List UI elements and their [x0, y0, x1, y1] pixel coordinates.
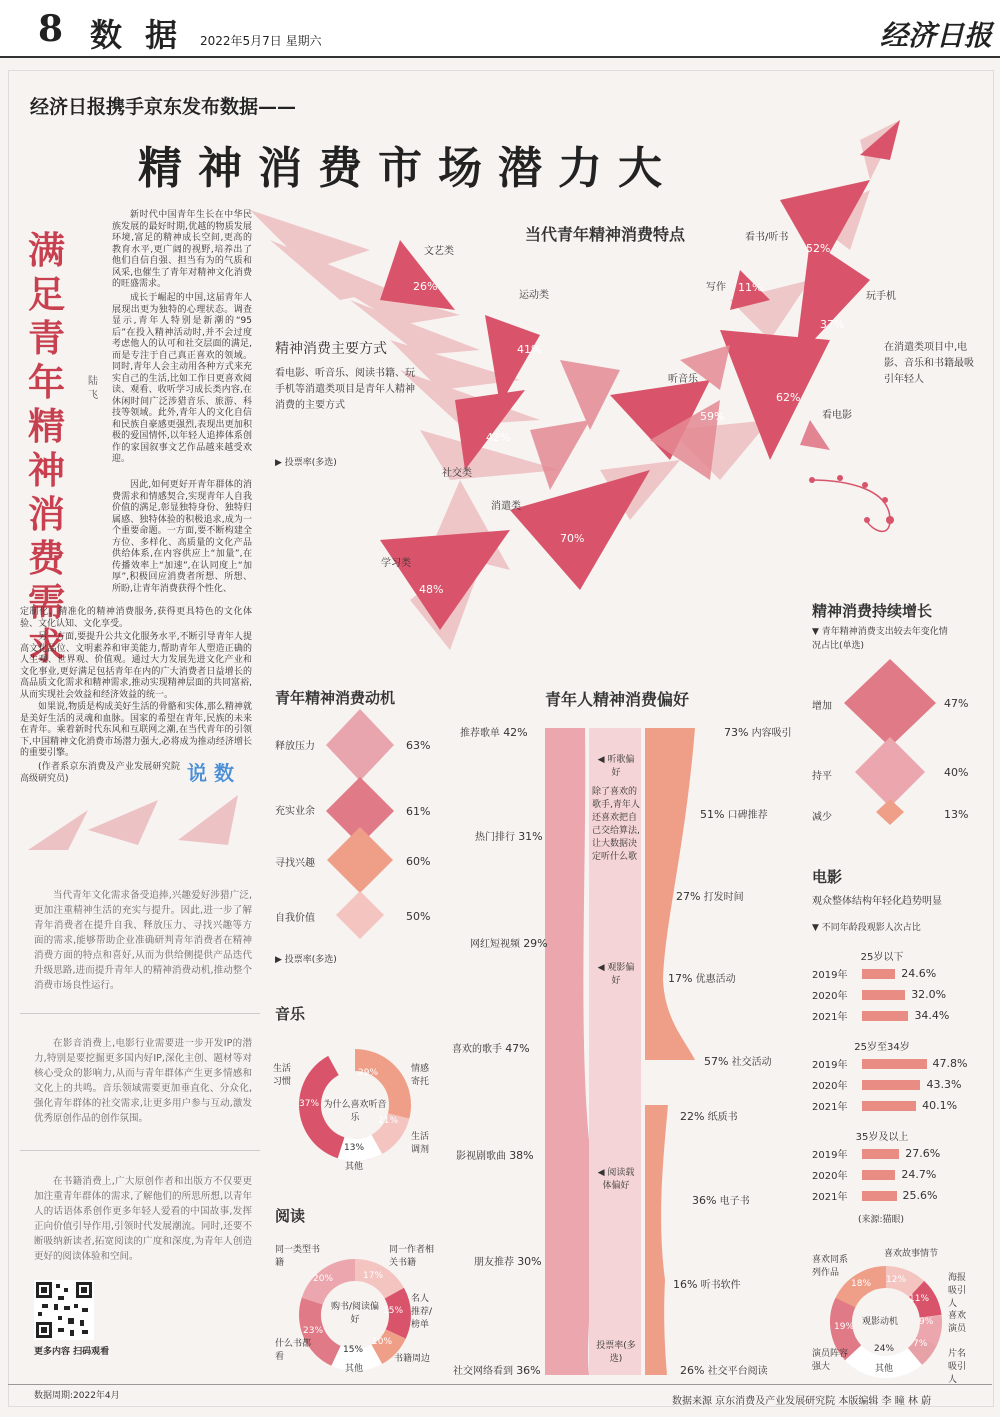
- article-byline: (作者系京东消费及产业发展研究院高级研究员): [20, 762, 180, 784]
- pref-left-label: 社交网络看到: [453, 1366, 513, 1377]
- pref-left-value: 38%: [509, 1149, 534, 1162]
- movie-motive-label: 海报吸引人: [948, 1273, 967, 1309]
- pref-right-label: 内容吸引: [751, 728, 792, 739]
- growth-value: 13%: [944, 808, 969, 821]
- pref-left-item: [475, 828, 543, 843]
- masthead: [0, 0, 1000, 58]
- music-center: 为什么喜欢听音乐: [323, 1100, 387, 1123]
- movie-year: 2020年: [812, 1081, 848, 1092]
- reading-label: 名人推荐/榜单: [411, 1294, 433, 1330]
- pref-left-item: [456, 1147, 534, 1162]
- reading-value: 15%: [343, 1345, 364, 1355]
- pref-right-item: [680, 1362, 768, 1377]
- reading-label: 同一类型书籍: [275, 1245, 321, 1268]
- feature-value: 41%: [517, 343, 542, 356]
- feature-label: 运动类: [519, 290, 549, 301]
- growth-value: 47%: [944, 697, 969, 710]
- growth-title: 精神消费持续增长: [812, 602, 933, 620]
- footer-credits: 数据来源 京东消费及产业发展研究院 本版编辑 李 瞳 林 蔚: [672, 1396, 932, 1407]
- pref-left-item: [470, 935, 548, 950]
- qr-caption: 更多内容 扫码观看: [34, 1347, 110, 1357]
- movie-value: 25.6%: [902, 1189, 938, 1202]
- movie-motive-value: 18%: [851, 1279, 872, 1289]
- headline: 精神消费市场潜力大: [138, 143, 678, 194]
- pref-right-item: [692, 1192, 750, 1207]
- feature-value: 59%: [700, 410, 725, 423]
- feature-label: 看书/听书: [745, 232, 789, 243]
- data-period: 数据周期:2022年4月: [34, 1391, 120, 1401]
- pref-left-label: 影视剧歌曲: [456, 1151, 506, 1162]
- music-label: 生活调剂: [411, 1132, 430, 1155]
- divider: [20, 1013, 260, 1014]
- motive-label: 自我价值: [275, 913, 315, 924]
- movie-bar: [862, 990, 905, 1000]
- pref-right-label: 社交平台阅读: [707, 1366, 768, 1377]
- movie-year: 2020年: [812, 1171, 848, 1182]
- pref-left-label: 热门排行: [475, 832, 515, 843]
- motive-title: 青年精神消费动机: [275, 689, 396, 707]
- pref-left-item: [453, 1362, 541, 1377]
- pref-left-value: 42%: [503, 726, 528, 739]
- movie-bar: [862, 1149, 899, 1159]
- movie-group-name: 35岁及以上: [855, 1132, 909, 1143]
- banner: 经济日报携手京东发布数据——: [30, 96, 297, 118]
- pref-left-item: [460, 724, 528, 739]
- movie-motive-value: 7%: [913, 1339, 928, 1349]
- music-value: 29%: [358, 1068, 379, 1078]
- movie-year: 2019年: [812, 970, 848, 981]
- pref-right-value: 73%: [724, 726, 749, 739]
- growth-label: 增加: [812, 701, 832, 712]
- motive-value: 50%: [406, 910, 431, 923]
- shuoshu-para: 在影音消费上,电影行业需要进一步开发IP的潜力,特别是要挖掘更多国内好IP,深化主创、题材等对核心受众的影响力,从而与青年群体产生更多情感和文化上的共鸣。音乐领域需要更加垂直化、分众化,强化青年群体的社交需求,让更多用户参与互动,激发优秀原创作品的创作氛围。: [34, 1038, 252, 1124]
- growth-diamonds: [840, 655, 940, 835]
- movie-motive-label: 片名吸引人: [948, 1349, 967, 1385]
- newspaper-logo: 经济日报: [880, 19, 993, 52]
- pref-left-item: [474, 1253, 542, 1268]
- movie-year: 2021年: [812, 1102, 848, 1113]
- pref-left-label: 网红短视频: [470, 939, 520, 950]
- shuoshu-para: 当代青年文化需求备受追捧,兴趣爱好涉猎广泛,更加注重精神生活的充实与提升。因此,进一步了解青年消费者在提升自我、释放压力、寻找兴趣等方面的需求,能够帮助企业准确研判青年消费者在精神消费方面的特点和喜好,从而为供给侧提供产品迭代升级思路,进而提升青年人的精神消费动机,推动整个消费市场良性运行。: [34, 890, 252, 991]
- growth-value: 40%: [944, 766, 969, 779]
- movie-value: 24.6%: [901, 967, 937, 980]
- pref-right-value: 27%: [676, 890, 701, 903]
- preference-title: 青年人精神消费偏好: [545, 690, 690, 709]
- article-paragraph: 另一方面,要提升公共文化服务水平,不断引导青年人提高文化品位、文明素养和审美能力,帮助青年人塑造正确的人生观、世界观、价值观。通过大力发展先进文化产业和文化事业,更好满足包括青年在内的广大消费者日益增长的高品质文化需求和精神需求,推动实现精神层面的共同富裕,从而实现社会效益和经济效益的统一。: [20, 632, 252, 700]
- pref-right-item: [704, 1053, 772, 1068]
- feature-label: 看电影: [822, 410, 852, 421]
- pref-right-label: 纸质书: [707, 1112, 738, 1123]
- movie-title: 电影: [812, 868, 843, 886]
- feature-label: 文艺类: [424, 246, 454, 257]
- qr-code-icon[interactable]: [34, 1280, 94, 1340]
- movie-note: ▼ 不同年龄段观影人次占比: [812, 923, 921, 933]
- movie-motive-value: 12%: [886, 1275, 907, 1285]
- reading-value: 15%: [383, 1306, 404, 1316]
- feature-label: 写作: [706, 282, 726, 293]
- movie-year: 2019年: [812, 1060, 848, 1071]
- pref-right-label: 社交活动: [731, 1057, 772, 1068]
- movie-bar: [862, 969, 895, 979]
- movie-value: 27.6%: [905, 1147, 941, 1160]
- movie-motive-label: 其他: [875, 1364, 894, 1374]
- movie-motive-label: 喜欢演员: [948, 1311, 967, 1334]
- movie-motive-value: 11%: [909, 1294, 930, 1304]
- pref-left-value: 47%: [505, 1042, 530, 1055]
- motive-value: 60%: [406, 855, 431, 868]
- pref-right-item: [668, 970, 736, 985]
- feature-value: 48%: [419, 583, 444, 596]
- movie-bar: [862, 1191, 897, 1201]
- movie-value: 34.4%: [914, 1009, 950, 1022]
- pref-left-label: 喜欢的歌手: [452, 1044, 502, 1055]
- motive-label: 寻找兴趣: [275, 858, 315, 869]
- pref-right-label: 听书软件: [700, 1280, 741, 1291]
- movie-subtitle: 观众整体结构年轻化趋势明显: [812, 896, 942, 907]
- movie-group-name: 25岁至34岁: [854, 1042, 910, 1053]
- features-side-note: ▶ 投票率(多选): [275, 458, 337, 468]
- movie-motive-value: 24%: [874, 1344, 895, 1354]
- motive-label: 释放压力: [275, 741, 315, 752]
- motive-value: 63%: [406, 739, 431, 752]
- pref-left-value: 36%: [516, 1364, 541, 1377]
- article-paragraph: 新时代中国青年生长在中华民族发展的最好时期,优越的物质发展环境,富足的精神成长空间,更高的教育水平,更广阔的视野,培养出了他们自信自强、担当有为的气质和风采,也催生了青年对精神文化消费的旺盛需求。: [112, 210, 252, 289]
- movie-motive-label: 喜欢故事情节: [884, 1249, 939, 1259]
- movie-year: 2021年: [812, 1012, 848, 1023]
- article-author: 陆 飞: [88, 376, 98, 401]
- motive-note: ▶ 投票率(多选): [275, 955, 337, 965]
- movie-year: 2020年: [812, 991, 848, 1002]
- pref-right-item: [724, 724, 792, 739]
- music-value: 13%: [344, 1143, 365, 1153]
- page-number: 8: [38, 8, 64, 50]
- pref-right-label: 优惠活动: [695, 974, 736, 985]
- article-paragraph: 如果说,物质是构成美好生活的骨骼和实体,那么精神就是美好生活的灵魂和血脉。国家的希望在青年,民族的未来在青年。乘着新时代东风和互联网之潮,在当代青年的引领下,中国精神文化消费市场潜力强大,必将成为推动经济增长的重要引擎。: [20, 702, 252, 758]
- pref-center-vote: 投票率(多选): [596, 1341, 636, 1364]
- feature-value: 37%: [820, 318, 845, 331]
- motive-value: 61%: [406, 805, 431, 818]
- feature-value: 52%: [806, 242, 831, 255]
- pref-right-value: 16%: [673, 1278, 698, 1291]
- pref-left-value: 31%: [518, 830, 543, 843]
- movie-motive-value: 9%: [919, 1317, 934, 1327]
- divider: [20, 1150, 260, 1151]
- pref-left-label: 朋友推荐: [474, 1257, 514, 1268]
- feature-label: 听音乐: [668, 374, 698, 385]
- pref-left-label: 推荐歌单: [460, 728, 500, 739]
- reading-value: 10%: [372, 1337, 393, 1347]
- pref-right-item: [680, 1108, 738, 1123]
- movie-bar: [862, 1080, 920, 1090]
- footer-rule: [8, 1384, 992, 1385]
- music-value: 21%: [378, 1116, 399, 1126]
- pref-right-item: [673, 1276, 741, 1291]
- movie-motive-label: 喜欢同系列作品: [812, 1255, 849, 1278]
- reading-label: 同一作者相关书籍: [389, 1245, 435, 1268]
- pref-center-read: ◀ 阅读载体偏好: [597, 1168, 635, 1191]
- pref-right-value: 51%: [700, 808, 725, 821]
- feature-value: 11%: [738, 281, 763, 294]
- movie-value: 43.3%: [926, 1078, 962, 1091]
- feature-label: 学习类: [381, 558, 411, 569]
- movie-group-3: [812, 1128, 982, 1206]
- pref-right-value: 57%: [704, 1055, 729, 1068]
- growth-label: 持平: [812, 771, 832, 782]
- pref-center-music: ◀ 听歌偏好: [597, 755, 635, 778]
- feature-label: 玩手机: [866, 291, 896, 302]
- reading-title: 阅读: [275, 1207, 306, 1225]
- article-paragraph: 定制化、精准化的精神消费服务,获得更具特色的文化体验、文化认知、文化享受。: [20, 607, 252, 629]
- reading-value: 20%: [313, 1274, 334, 1284]
- feature-value: 26%: [413, 280, 438, 293]
- pref-right-item: [676, 888, 744, 903]
- pref-right-value: 22%: [680, 1110, 705, 1123]
- feature-value: 70%: [560, 532, 585, 545]
- feature-label: 消遣类: [491, 501, 521, 512]
- movie-bar: [862, 1101, 916, 1111]
- movie-source: (来源:猫眼): [858, 1215, 905, 1225]
- movie-year: 2019年: [812, 1150, 848, 1161]
- feature-value: 42%: [486, 431, 511, 444]
- music-label: 情感寄托: [411, 1064, 430, 1087]
- pref-center-video: ◀ 观影偏好: [597, 963, 635, 986]
- features-title: 当代青年精神消费特点: [525, 225, 686, 244]
- pref-right-item: [700, 806, 768, 821]
- feature-value: 62%: [776, 391, 801, 404]
- article-paragraph: 因此,如何更好开青年群体的消费需求和情感契合,实现青年人自我价值的满足,彰显独特身份、独特归属感、独特体验的积极追求,成为一个重要命题。一方面,要不断构建全方位、多样化、高质量的文化产品供给体系,在内容供应上“加量”,在传播效率上“加速”,在认同度上“加厚”,积极回应消费者所想、所想、所盼,让青年消费获得个性化、: [112, 480, 252, 594]
- pref-right-label: 打发时间: [703, 892, 744, 903]
- features-side-title: 精神消费主要方式: [275, 341, 387, 357]
- features-side-desc: 看电影、听音乐、阅读书籍、玩手机等消遣类项目是青年人精神消费的主要方式: [275, 368, 415, 411]
- pref-center-music-desc: 除了喜欢的歌手,青年人还喜欢把自己交给算法,让大数据决定听什么歌: [592, 787, 640, 862]
- article-paragraph: 成长于崛起的中国,这届青年人展现出更为独特的心理状态。调查显示,青年人特别是新潮的“95后”在投入精神活动时,并不会过度考虑他人的认可和社交层面的满足,而是专注于自己真正喜欢的领域。同时,青年人会主动用各种方式来充实自己的生活,比如工作日更喜欢阅读、观看、收听学习成长类内容,在休闲时间广泛涉猎音乐、旅游、科技等领域。此外,青年人的文化自信和民族自豪感更强烈,表现出更加积极的爱国情怀,以年轻人追捧体系创作的家国叙事文艺作品越来越受欢迎。: [112, 293, 252, 464]
- reading-value: 17%: [363, 1271, 384, 1281]
- movie-motive-center: 观影动机: [862, 1317, 899, 1327]
- shuoshu-label: 说 数: [187, 761, 234, 785]
- movie-value: 32.0%: [911, 988, 947, 1001]
- music-value: 37%: [299, 1099, 320, 1109]
- movie-group-name: 25岁以下: [860, 952, 904, 963]
- reading-value: 23%: [303, 1326, 324, 1336]
- reading-label: 书籍周边: [394, 1354, 431, 1364]
- music-title: 音乐: [275, 1005, 306, 1023]
- movie-value: 40.1%: [922, 1099, 958, 1112]
- pref-right-value: 26%: [680, 1364, 705, 1377]
- pref-right-value: 36%: [692, 1194, 717, 1207]
- motive-diamonds: [320, 705, 400, 945]
- shuoshu-para: 在书籍消费上,广大原创作者和出版方不仅要更加注重青年群体的需求,了解他们的所思所想,以青年人的话语体系创作更多年轻人爱看的中国故事,发挥正向价值引导作用,引领时代发展潮流。同时,还要不断吸纳新读者,拓宽阅读的广度和深度,为青年人创造更好的阅读体验和空间。: [34, 1176, 252, 1262]
- movie-motive-value: 19%: [834, 1322, 855, 1332]
- reading-label: 其他: [345, 1364, 364, 1374]
- shuoshu-decoration: [28, 790, 248, 860]
- movie-bar: [862, 1059, 927, 1069]
- issue-date: 2022年5月7日 星期六: [200, 34, 322, 48]
- pref-left-value: 30%: [517, 1255, 542, 1268]
- pref-right-value: 17%: [668, 972, 693, 985]
- growth-subtitle: ▼ 青年精神消费支出较去年变化情况占比(单选): [812, 627, 948, 651]
- reading-center: 购书/阅读偏好: [330, 1302, 380, 1325]
- section-title: 数 据: [90, 16, 184, 54]
- movie-value: 47.8%: [932, 1057, 968, 1070]
- music-label: 生活习惯: [273, 1064, 292, 1087]
- features-right-desc: 在消遣类项目中,电影、音乐和书籍最吸引年轻人: [884, 342, 974, 385]
- reading-label: 什么书都看: [275, 1339, 312, 1362]
- movie-group-1: [812, 948, 982, 1026]
- movie-group-2: [812, 1038, 982, 1116]
- motive-label: 充实业余: [275, 806, 315, 817]
- growth-label: 减少: [812, 812, 832, 823]
- movie-bar: [862, 1170, 895, 1180]
- pref-right-label: 口碑推荐: [727, 810, 768, 821]
- pref-left-value: 29%: [523, 937, 548, 950]
- music-label: 其他: [345, 1162, 364, 1172]
- pref-left-item: [452, 1040, 530, 1055]
- pref-right-label: 电子书: [719, 1196, 750, 1207]
- movie-value: 24.7%: [901, 1168, 937, 1181]
- movie-year: 2021年: [812, 1192, 848, 1203]
- feature-label: 社交类: [442, 468, 472, 479]
- article-title: 满足青年精神消费需求: [28, 228, 65, 668]
- movie-motive-label: 演员阵容强大: [812, 1349, 849, 1372]
- movie-bar: [862, 1011, 908, 1021]
